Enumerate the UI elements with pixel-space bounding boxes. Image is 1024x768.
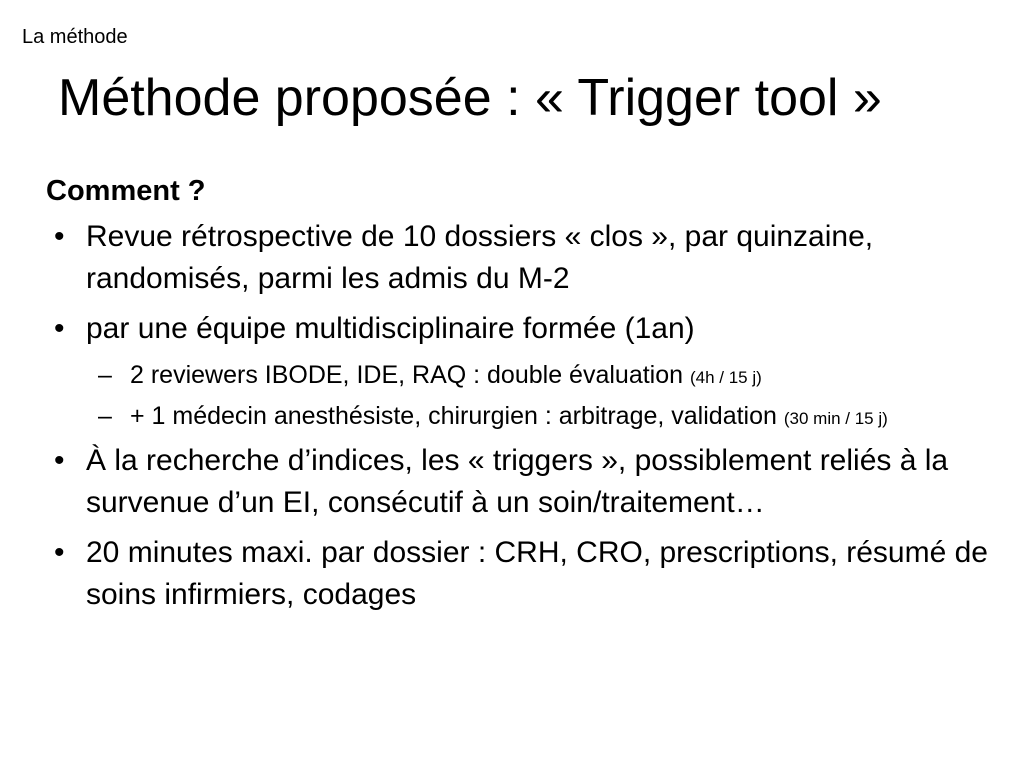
bullet-text: Revue rétrospective de 10 dossiers « clos », par quinzaine, randomisés, parmi les admis du M-2 bbox=[86, 220, 874, 295]
bullet-marker: • bbox=[54, 220, 65, 253]
bullet-item bbox=[46, 216, 1006, 300]
bullet-marker: • bbox=[54, 536, 65, 569]
slide-content bbox=[46, 170, 1006, 624]
dash-marker: – bbox=[98, 361, 112, 389]
bullet-text: par une équipe multidisciplinaire formée (1an) bbox=[86, 312, 695, 345]
sub-bullet-note: (30 min / 15 j) bbox=[783, 409, 888, 428]
bullet-item bbox=[46, 440, 1006, 524]
sub-bullet-note: (4h / 15 j) bbox=[689, 368, 762, 387]
bullet-text: À la recherche d’indices, les « triggers », possiblement reliés à la survenue d’un EI, consécutif à un soin/traitement… bbox=[86, 444, 949, 519]
dash-marker: – bbox=[98, 402, 112, 430]
bullet-marker: • bbox=[54, 444, 65, 477]
bullet-item bbox=[46, 308, 1006, 350]
section-label: La méthode bbox=[22, 26, 128, 48]
sub-bullet-text: 2 reviewers IBODE, IDE, RAQ : double évaluation bbox=[130, 361, 684, 389]
content-heading: Comment ? bbox=[46, 175, 206, 207]
sub-bullet-item bbox=[46, 358, 1006, 395]
sub-bullet-item bbox=[46, 399, 1006, 436]
bullet-marker: • bbox=[54, 312, 65, 345]
bullet-item bbox=[46, 532, 1006, 616]
bullet-text: 20 minutes maxi. par dossier : CRH, CRO, prescriptions, résumé de soins infirmiers, codages bbox=[86, 536, 988, 611]
sub-bullet-text: + 1 médecin anesthésiste, chirurgien : arbitrage, validation bbox=[130, 402, 777, 430]
slide-title: Méthode proposée : « Trigger tool » bbox=[58, 69, 882, 127]
